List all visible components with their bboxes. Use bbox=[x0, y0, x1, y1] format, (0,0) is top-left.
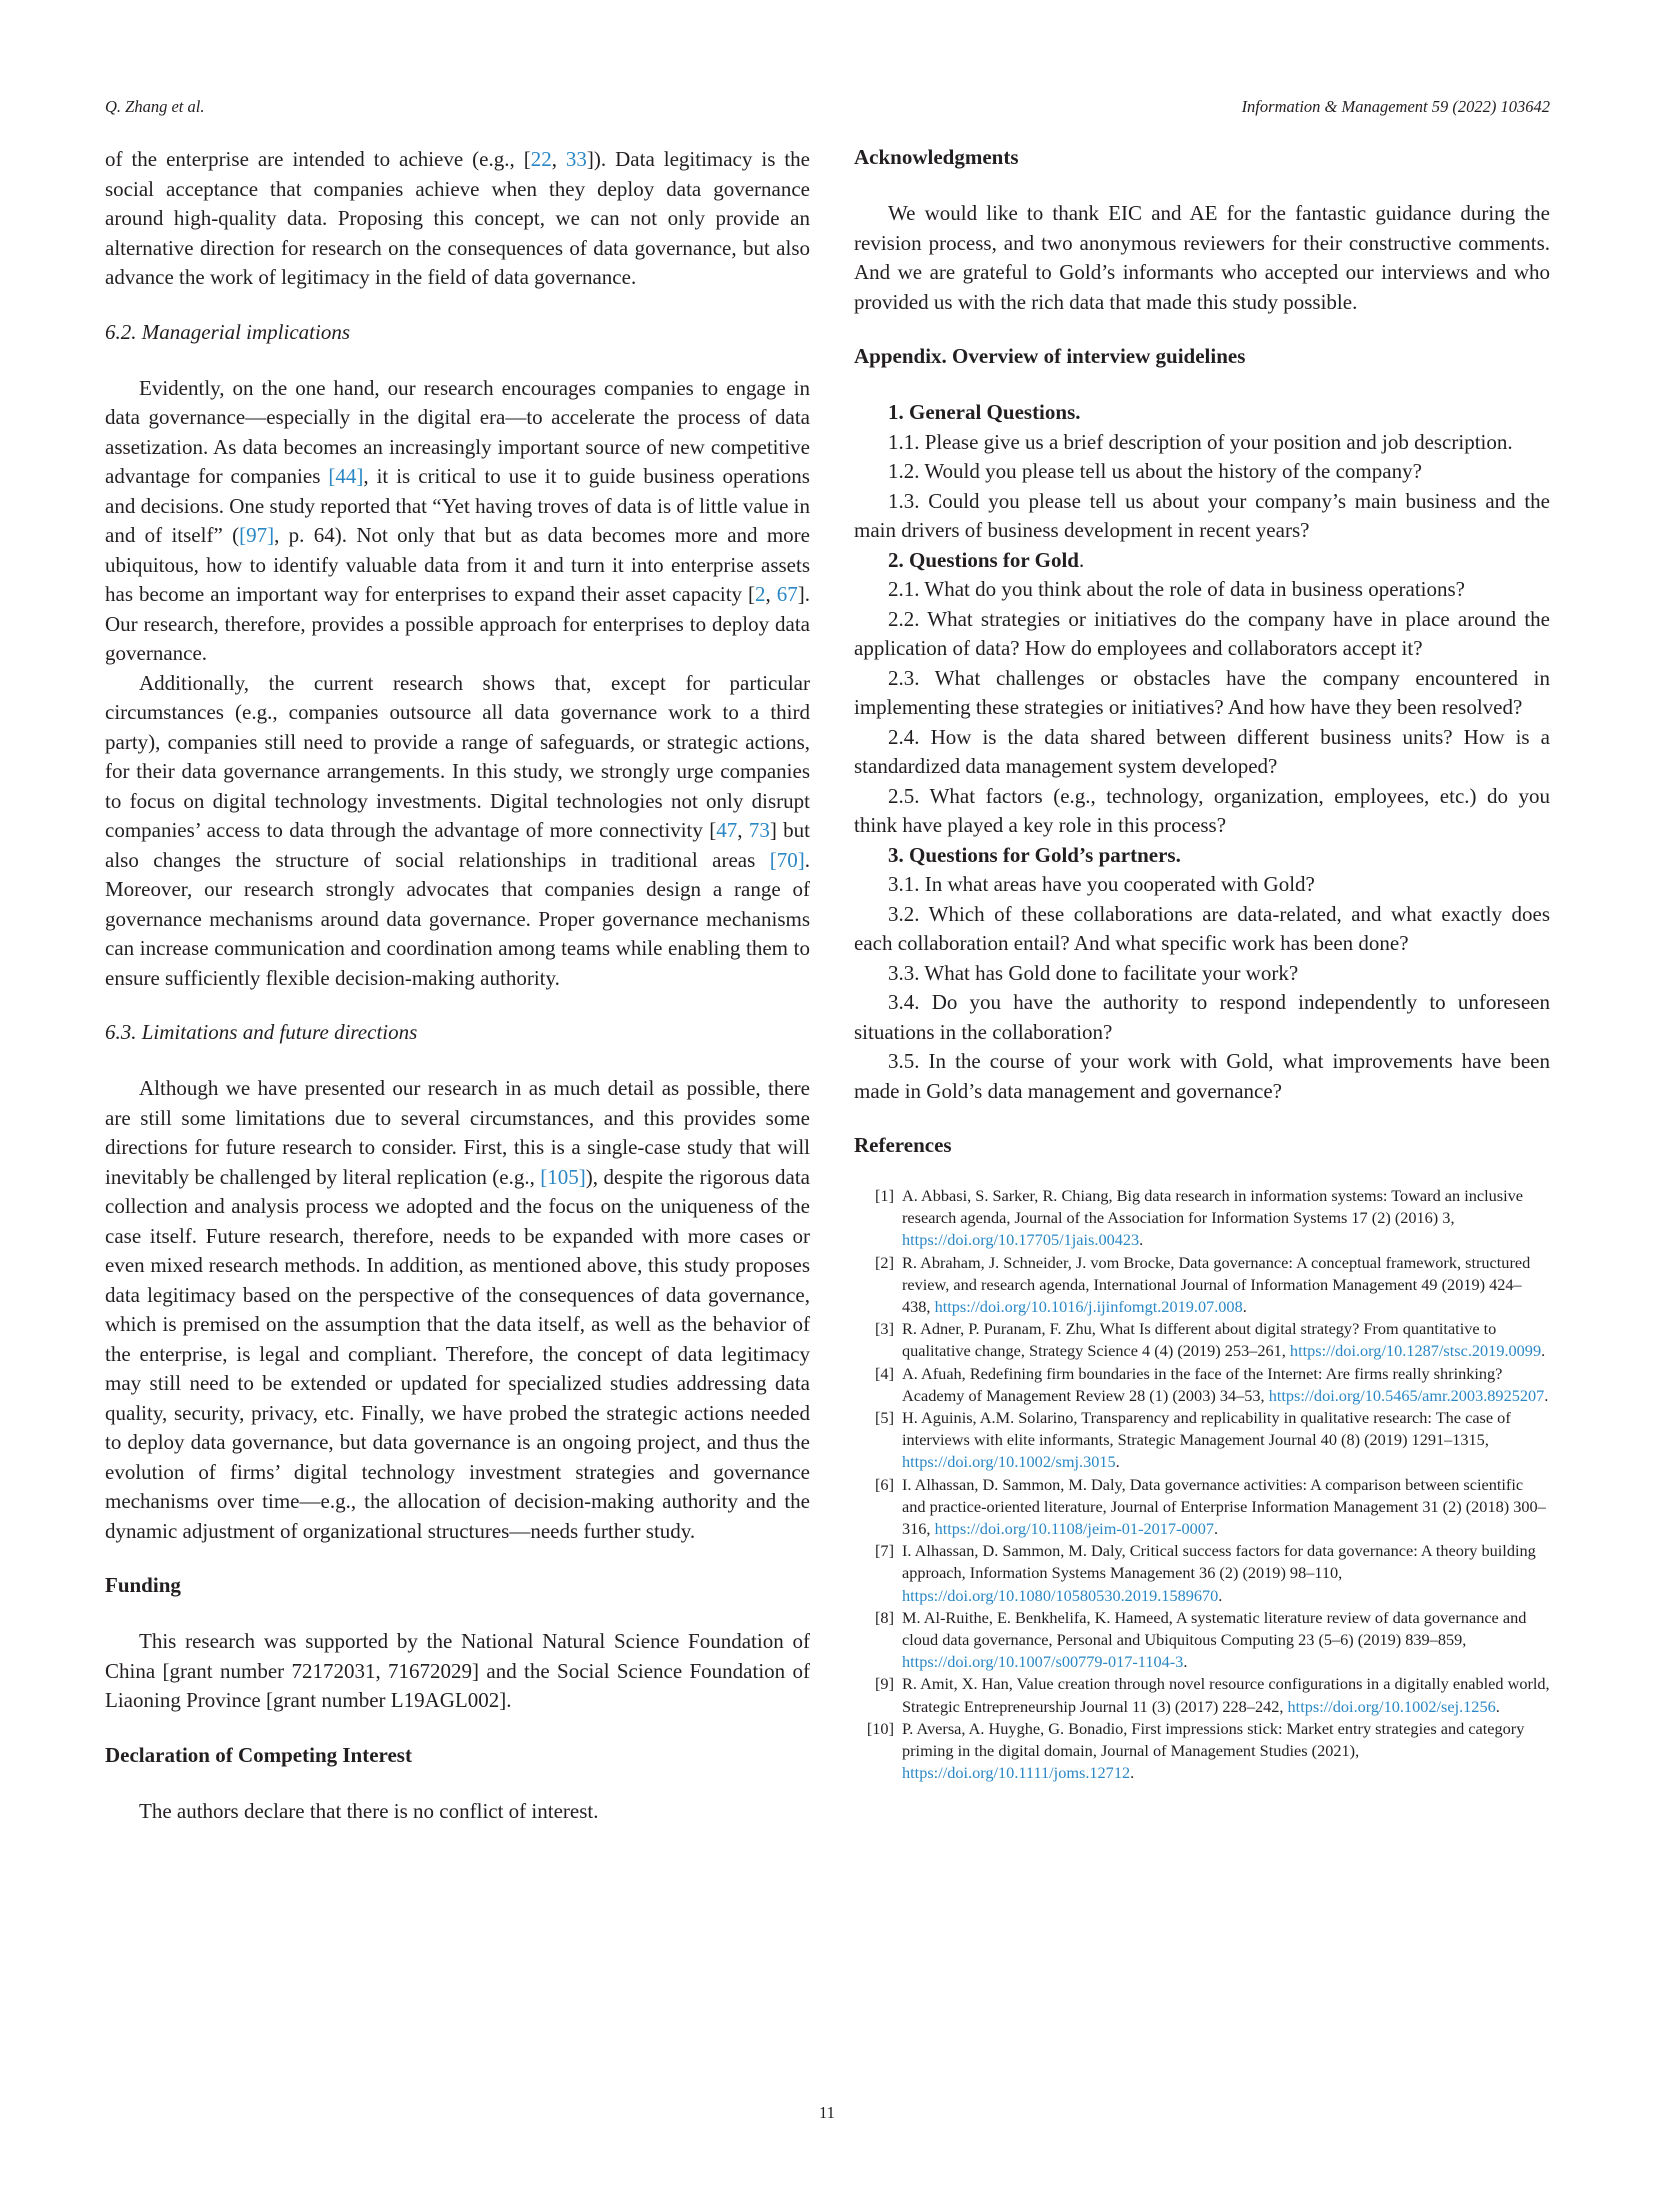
reference-number: [7] bbox=[875, 1541, 894, 1561]
reference-item: [3] R. Adner, P. Puranam, F. Zhu, What Is different about digital strategy? From quantitative to qualitative change, Strategy Science 4 (4) (2019) 253–261, https://doi.org/10.1287/stsc.2019.0099. bbox=[854, 1318, 1550, 1362]
question-item: 3.4. Do you have the authority to respond independently to unforeseen situations in the collaboration? bbox=[854, 990, 1550, 1044]
section-heading: 6.2. Managerial implications bbox=[105, 319, 350, 344]
doi-link[interactable]: https://doi.org/10.5465/amr.2003.8925207 bbox=[1268, 1385, 1545, 1405]
reference-text: P. Aversa, A. Huyghe, G. Bonadio, First impressions stick: Market entry strategies and category priming in the digital domain, Journal of Management Studies (2021), bbox=[902, 1718, 1525, 1761]
question-item: 1.1. Please give us a brief description of your position and job description. bbox=[888, 429, 1513, 454]
question-item: 2.4. How is the data shared between different business units? How is a standardized data management system developed? bbox=[854, 724, 1550, 778]
doi-link[interactable]: https://doi.org/10.1080/10580530.2019.1589670 bbox=[902, 1585, 1219, 1605]
question-item: 3.2. Which of these collaborations are data-related, and what exactly does each collaboration entail? And what specific work has been done? bbox=[854, 901, 1550, 955]
reference-text: A. Abbasi, S. Sarker, R. Chiang, Big data research in information systems: Toward an inclusive research agenda, Journal of the Association for Information Systems 17 (2) (2016) 3, bbox=[902, 1186, 1524, 1228]
question-group-heading: 1. General Questions. bbox=[888, 400, 1081, 424]
reference-text: I. Alhassan, D. Sammon, M. Daly, Data governance activities: A comparison between scientific and practice-oriented literature, Journal of Enterprise Information Management 31 (2) (2018) 300–316, bbox=[902, 1474, 1546, 1539]
reference-item: [4] A. Afuah, Redefining firm boundaries in the face of the Internet: Are firms really shrinking? Academy of Management Review 28 (1) (2003) 34–53, https://doi.org/10.5465/amr.2003.8925207. bbox=[854, 1363, 1550, 1407]
section-heading: Declaration of Competing Interest bbox=[105, 1742, 412, 1767]
right-column bbox=[854, 145, 1550, 1784]
question-item: 2.5. What factors (e.g., technology, organization, employees, etc.) do you think have played a key role in this process? bbox=[854, 783, 1550, 837]
reference-number: [10] bbox=[866, 1718, 894, 1738]
question-item: 1.2. Would you please tell us about the history of the company? bbox=[888, 459, 1422, 483]
citation-link[interactable]: 2 bbox=[755, 582, 766, 606]
reference-item: [7] I. Alhassan, D. Sammon, M. Daly, Critical success factors for data governance: A theory building approach, Information Systems Management 36 (2) (2019) 98–110, https://doi.org/10.1080/10580530.2019.1589670. bbox=[854, 1540, 1550, 1607]
reference-item: [5] H. Aguinis, A.M. Solarino, Transparency and replicability in qualitative research: The case of interviews with elite informants, Strategic Management Journal 40 (8) (2019) 1291–1315, https://doi.org/10.1002/smj.3015. bbox=[854, 1407, 1550, 1474]
reference-number: [3] bbox=[875, 1319, 894, 1339]
citation-link[interactable]: [44] bbox=[328, 464, 364, 488]
doi-link[interactable]: https://doi.org/10.1016/j.ijinfomgt.2019.07.008 bbox=[934, 1297, 1243, 1317]
question-item: 3.3. What has Gold done to facilitate your work? bbox=[888, 960, 1299, 985]
paragraph: We would like to thank EIC and AE for the fantastic guidance during the revision process, and two anonymous reviewers for their constructive comments. And we are grateful to Gold’s informants who accepted our interviews and who provided us with the rich data that made this study possible. bbox=[854, 201, 1550, 314]
paragraph: Evidently, on the one hand, our research encourages companies to engage in data governance—especially in the digital era—to accelerate the process of data assetization. As data becomes an increasingly important source of new competitive advantage for companies [44], it is critical to use it to guide business operations and decisions. One study reported that “Yet having troves of data is of little value in and of itself” ([97], p. 64). Not only that but as data becomes more and more ubiquitous, how to identify valuable data from it and turn it into enterprise assets has become an important way for enterprises to expand their asset capacity [2, 67]. Our research, therefore, provides a possible approach for enterprises to deploy data governance. bbox=[105, 375, 810, 665]
reference-number: [5] bbox=[875, 1408, 894, 1428]
running-header-journal: Information & Management 59 (2022) 103642 bbox=[1241, 97, 1550, 116]
reference-text: R. Amit, X. Han, Value creation through novel resource configurations in a digitally enabled world, Strategic Entrepreneurship Journal 11 (3) (2017) 228–242, bbox=[902, 1674, 1550, 1716]
section-heading: Appendix. Overview of interview guidelines bbox=[854, 344, 1246, 368]
doi-link[interactable]: https://doi.org/10.1108/jeim-01-2017-0007 bbox=[934, 1519, 1215, 1539]
citation-link[interactable]: 33 bbox=[565, 147, 587, 171]
doi-link[interactable]: https://doi.org/10.1002/smj.3015 bbox=[902, 1452, 1116, 1472]
reference-text: A. Afuah, Redefining firm boundaries in the face of the Internet: Are firms really shrinking? Academy of Management Review 28 (1) (2003) 34–53, bbox=[902, 1363, 1503, 1405]
reference-list bbox=[854, 1185, 1550, 1784]
citation-link[interactable]: 67 bbox=[776, 582, 798, 606]
doi-link[interactable]: https://doi.org/10.1002/sej.1256 bbox=[1287, 1696, 1496, 1716]
question-item: 2.3. What challenges or obstacles have the company encountered in implementing these strategies or initiatives? And how have they been resolved? bbox=[854, 665, 1550, 719]
paragraph: Although we have presented our research in as much detail as possible, there are still some limitations due to several circumstances, and this provides some directions for future research to consider. First, this is a single-case study that will inevitably be challenged by literal replication (e.g., [105]), despite the rigorous data collection and analysis process we adopted and the focus on the uniqueness of the case itself. Future research, therefore, needs to be expanded with more cases or even mixed research methods. In addition, as mentioned above, this study proposes data legitimacy based on the perspective of the consequences of data governance, which is premised on the assumption that the data itself, as well as the behavior of the enterprise, is legal and compliant. Therefore, the concept of data legitimacy may still need to be extended or updated for specialized studies addressing data quality, security, privacy, etc. Finally, we have probed the strategic actions needed to deploy data governance, but data governance is an ongoing project, and thus the evolution of firms’ digital technology investment strategies and governance mechanisms over time—e.g., the allocation of decision-making authority and the dynamic adjustment of organizational structures—needs further study. bbox=[105, 1076, 810, 1543]
reference-item: [1] A. Abbasi, S. Sarker, R. Chiang, Big data research in information systems: Toward an inclusive research agenda, Journal of the Association for Information Systems 17 (2) (2016) 3, https://doi.org/10.17705/1jais.00423. bbox=[854, 1185, 1550, 1252]
reference-item: [8] M. Al-Ruithe, E. Benkhelifa, K. Hameed, A systematic literature review of data governance and cloud data governance, Personal and Ubiquitous Computing 23 (5–6) (2019) 839–859, https://doi.org/10.1007/s00779-017-1104-3. bbox=[854, 1607, 1550, 1674]
citation-link[interactable]: [105] bbox=[540, 1164, 586, 1189]
doi-link[interactable]: https://doi.org/10.1007/s00779-017-1104-3 bbox=[902, 1652, 1184, 1672]
section-heading: Funding bbox=[105, 1573, 181, 1597]
reference-number: [4] bbox=[875, 1363, 894, 1383]
question-group-heading: 2. Questions for Gold. bbox=[888, 547, 1085, 572]
references-heading: References bbox=[854, 1133, 952, 1157]
question-item: 2.1. What do you think about the role of data in business operations? bbox=[888, 577, 1465, 601]
citation-link[interactable]: [97] bbox=[239, 523, 275, 547]
interview-guidelines bbox=[854, 398, 1550, 1106]
question-group-heading: 3. Questions for Gold’s partners. bbox=[888, 842, 1181, 867]
reference-number: [6] bbox=[875, 1474, 894, 1494]
citation-link[interactable]: 22 bbox=[530, 147, 552, 171]
paragraph: This research was supported by the National Natural Science Foundation of China [grant number 72172031, 71672029] and the Social Science Foundation of Liaoning Province [grant number L19AGL002]. bbox=[105, 1629, 810, 1712]
question-item: 3.1. In what areas have you cooperated with Gold? bbox=[888, 872, 1315, 896]
reference-item: [2] R. Abraham, J. Schneider, J. vom Brocke, Data governance: A conceptual framework, structured review, and research agenda, International Journal of Information Management 49 (2019) 424–438, https://doi.org/10.1016/j.ijinfomgt.2019.07.008. bbox=[854, 1252, 1550, 1319]
doi-link[interactable]: https://doi.org/10.1111/joms.12712 bbox=[902, 1763, 1131, 1783]
doi-link[interactable]: https://doi.org/10.17705/1jais.00423 bbox=[902, 1230, 1140, 1250]
reference-text: R. Abraham, J. Schneider, J. vom Brocke, Data governance: A conceptual framework, structured review, and research agenda, International Journal of Information Management 49 (2019) 424–438, bbox=[902, 1252, 1531, 1317]
running-header-authors: Q. Zhang et al. bbox=[105, 97, 205, 116]
left-column bbox=[105, 145, 810, 1826]
reference-item: [9] R. Amit, X. Han, Value creation through novel resource configurations in a digitally enabled world, Strategic Entrepreneurship Journal 11 (3) (2017) 228–242, https://doi.org/10.1002/sej.1256. bbox=[854, 1673, 1550, 1717]
reference-number: [8] bbox=[875, 1607, 894, 1627]
reference-number: [9] bbox=[875, 1674, 894, 1694]
reference-item: [10] P. Aversa, A. Huyghe, G. Bonadio, First impressions stick: Market entry strategies and category priming in the digital domain, Journal of Management Studies (2021), https://doi.org/10.1111/joms.12712. bbox=[854, 1718, 1550, 1785]
section-heading: Acknowledgments bbox=[854, 145, 1019, 169]
question-item: 2.2. What strategies or initiatives do the company have in place around the application of data? How do employees and collaborators accept it? bbox=[854, 606, 1550, 660]
paragraph: of the enterprise are intended to achieve (e.g., [22, 33]). Data legitimacy is the social acceptance that companies achieve when they deploy data governance around high-quality data. Proposing this concept, we can not only provide an alternative direction for research on the consequences of data governance, but also advance the work of legitimacy in the field of data governance. bbox=[105, 147, 810, 289]
reference-number: [1] bbox=[875, 1186, 894, 1205]
reference-text: I. Alhassan, D. Sammon, M. Daly, Critical success factors for data governance: A theory building approach, Information Systems Management 36 (2) (2019) 98–110, bbox=[902, 1541, 1536, 1583]
reference-text: M. Al-Ruithe, E. Benkhelifa, K. Hameed, A systematic literature review of data governance and cloud data governance, Personal and Ubiquitous Computing 23 (5–6) (2019) 839–859, bbox=[902, 1607, 1527, 1650]
reference-text: H. Aguinis, A.M. Solarino, Transparency and replicability in qualitative research: The case of interviews with elite informants, Strategic Management Journal 40 (8) (2019) 1291–1315, bbox=[902, 1408, 1511, 1450]
citation-link[interactable]: 47 bbox=[716, 818, 738, 842]
question-item: 1.3. Could you please tell us about your company’s main business and the main drivers of business development in recent years? bbox=[854, 488, 1550, 542]
doi-link[interactable]: https://doi.org/10.1287/stsc.2019.0099 bbox=[1289, 1341, 1542, 1361]
paragraph: Additionally, the current research shows that, except for particular circumstances (e.g., companies outsource all data governance work to a third party), companies still need to provide a range of safeguards, or strategic actions, for their data governance arrangements. In this study, we strongly urge companies to focus on digital technology investments. Digital technologies not only disrupt companies’ access to data through the advantage of more connectivity [47, 73] but also changes the structure of social relationships in traditional areas [70]. Moreover, our research strongly advocates that companies design a range of governance mechanisms around data governance. Proper governance mechanisms can increase communication and coordination among teams while enabling them to ensure sufficiently flexible decision-making authority. bbox=[105, 670, 811, 990]
citation-link[interactable]: [70] bbox=[769, 847, 805, 872]
question-item: 3.5. In the course of your work with Gold, what improvements have been made in Gold’s data management and governance? bbox=[854, 1049, 1550, 1103]
page-number: 11 bbox=[819, 2103, 835, 2122]
reference-number: [2] bbox=[875, 1252, 894, 1272]
reference-item: [6] I. Alhassan, D. Sammon, M. Daly, Data governance activities: A comparison between scientific and practice-oriented literature, Journal of Enterprise Information Management 31 (2) (2018) 300–316, https://doi.org/10.1108/jeim-01-2017-0007. bbox=[854, 1474, 1550, 1541]
reference-text: R. Adner, P. Puranam, F. Zhu, What Is different about digital strategy? From quantitative to qualitative change, Strategy Science 4 (4) (2019) 253–261, bbox=[902, 1319, 1497, 1361]
paragraph: The authors declare that there is no conflict of interest. bbox=[139, 1798, 599, 1823]
section-heading: 6.3. Limitations and future directions bbox=[105, 1020, 418, 1044]
citation-link[interactable]: 73 bbox=[748, 818, 770, 842]
